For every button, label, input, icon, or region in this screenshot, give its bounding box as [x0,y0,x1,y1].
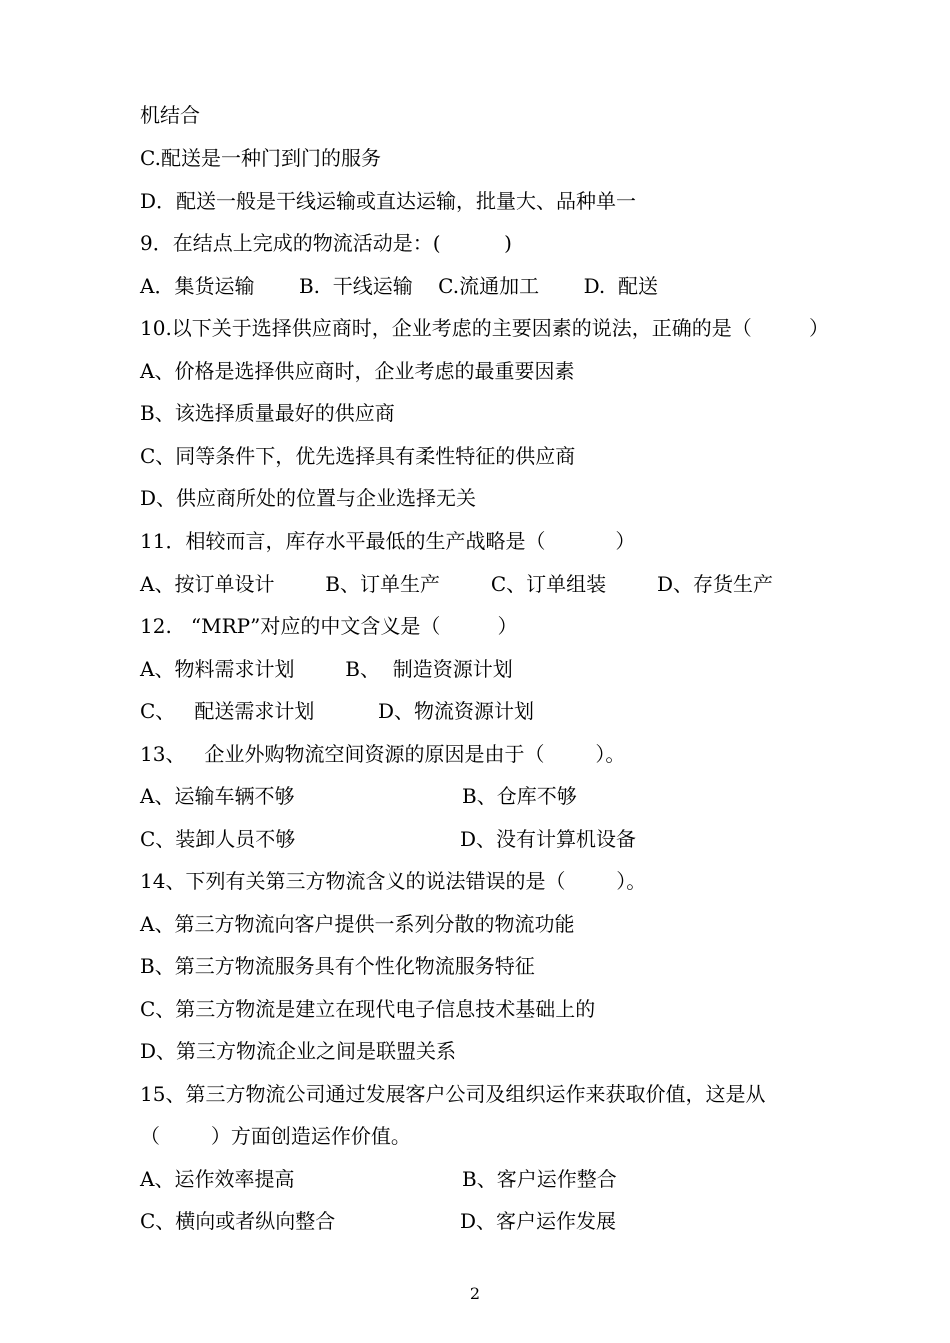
question-15-cont: （ ）方面创造运作价值。 [140,1124,411,1148]
option-d: D、没有计算机设备 [460,827,637,851]
question-10-option-b: B、该选择质量最好的供应商 [140,401,395,425]
text-line: 机结合 [140,103,200,127]
option-a: A、运作效率提高 [140,1167,295,1191]
question-13: 13、 企业外购物流空间资源的原因是由于（ ）。 [140,742,626,766]
text-line: D．配送一般是干线运输或直达运输，批量大、品种单一 [140,189,637,213]
option-b: B、客户运作整合 [462,1167,617,1191]
question-9-options: A．集货运输 B. 干线运输 C.流通加工 D. 配送 [140,274,658,298]
page-number: 2 [469,1284,481,1303]
option-a: A、运输车辆不够 [140,784,295,808]
option-c: C、装卸人员不够 [140,827,296,851]
question-14-option-a: A、第三方物流向客户提供一系列分散的物流功能 [140,912,575,936]
question-10-option-a: A、价格是选择供应商时，企业考虑的最重要因素 [140,359,575,383]
question-12: 12. “MRP”对应的中文含义是（ ） [140,614,518,638]
option-c: C、横向或者纵向整合 [140,1209,336,1233]
question-15: 15、第三方物流公司通过发展客户公司及组织运作来获取价值，这是从 [140,1082,766,1106]
question-10: 10.以下关于选择供应商时，企业考虑的主要因素的说法，正确的是（ ） [140,316,830,340]
option-b: B、仓库不够 [462,784,577,808]
question-14-option-b: B、第三方物流服务具有个性化物流服务特征 [140,954,535,978]
question-11: 11．相较而言，库存水平最低的生产战略是（ ） [140,529,636,553]
question-12-options-row2: C、 配送需求计划 D、物流资源计划 [140,699,534,723]
question-14-option-d: D、第三方物流企业之间是联盟关系 [140,1039,457,1063]
question-11-options: A、按订单设计 B、订单生产 C、订单组装 D、存货生产 [140,572,774,596]
question-9: 9．在结点上完成的物流活动是：( ) [140,231,512,255]
text-line: C.配送是一种门到门的服务 [140,146,381,170]
question-10-option-d: D、供应商所处的位置与企业选择无关 [140,486,477,510]
question-12-options-row1: A、物料需求计划 B、 制造资源计划 [140,657,513,681]
question-14: 14、下列有关第三方物流含义的说法错误的是（ ）。 [140,869,647,893]
question-14-option-c: C、第三方物流是建立在现代电子信息技术基础上的 [140,997,596,1021]
option-d: D、客户运作发展 [460,1209,617,1233]
question-10-option-c: C、同等条件下，优先选择具有柔性特征的供应商 [140,444,576,468]
